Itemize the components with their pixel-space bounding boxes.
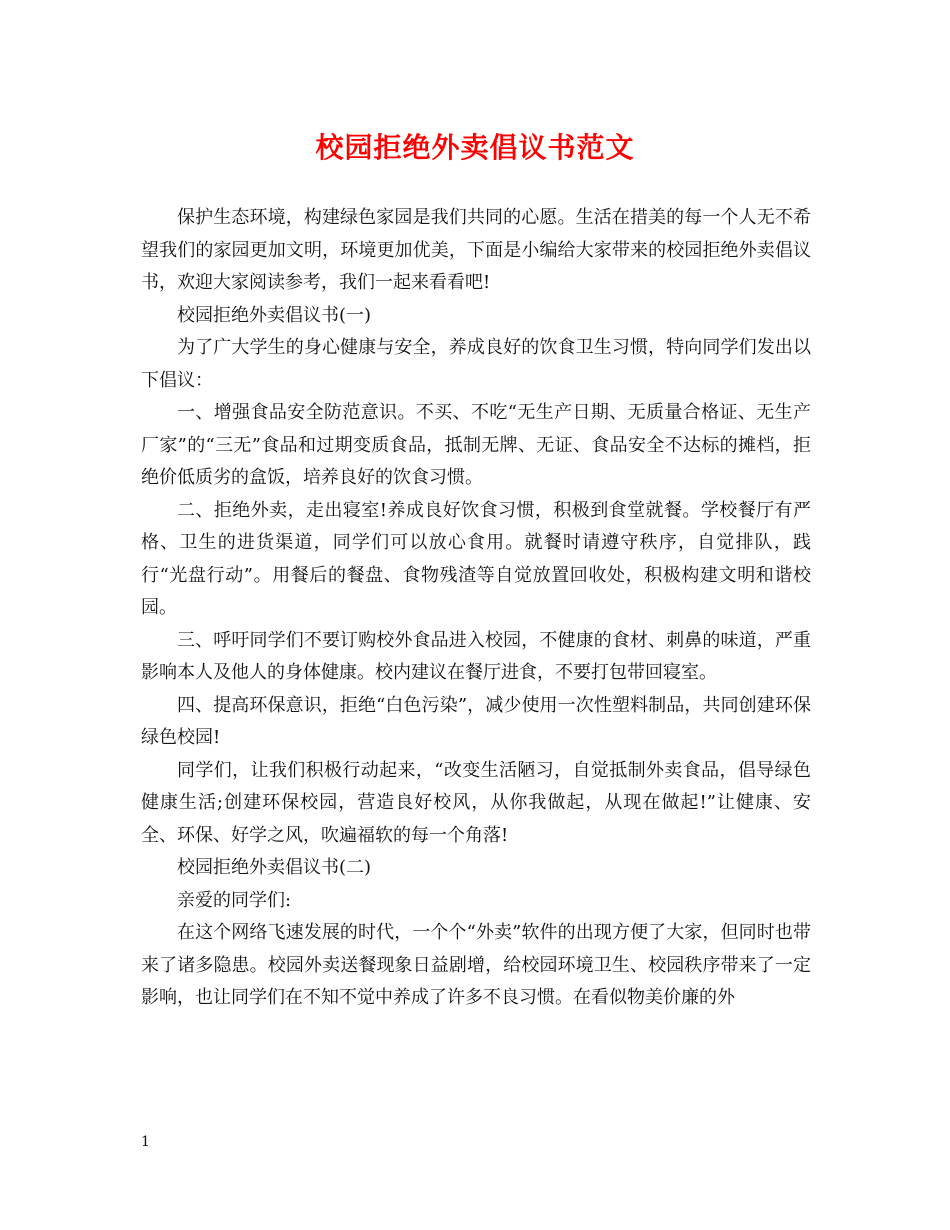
section-heading-2: 校园拒绝外卖倡议书(二) <box>177 857 372 878</box>
paragraph-intro: 保护生态环境，构建绿色家园是我们共同的心愿。生活在措美的每一个人无不希望我们的家园更加文明，环境更加优美，下面是小编给大家带来的校园拒绝外卖倡议书，欢迎大家阅读参考，我们一起来看看吧! <box>141 207 811 293</box>
paragraph: 四、提高环保意识，拒绝“白色污染”，减少使用一次性塑料制品，共同创建环保绿色校园! <box>141 694 811 748</box>
paragraph: 三、呼吁同学们不要订购校外食品进入校园，不健康的食材、刺鼻的味道，严重影响本人及他人的身体健康。校内建议在餐厅进食，不要打包带回寝室。 <box>141 629 811 683</box>
section-heading-1: 校园拒绝外卖倡议书(一) <box>177 304 372 326</box>
paragraph: 在这个网络飞速发展的时代，一个个“外卖”软件的出现方便了大家，但同时也带来了诸多隐患。校园外卖送餐现象日益剧增，给校园环境卫生、校园秩序带来了一定影响，也让同学们在不知不觉中养成了许多不良习惯。在看似物美价廉的外 <box>141 922 811 1008</box>
document-title: 校园拒绝外卖倡议书范文 <box>315 131 635 164</box>
paragraph: 一、增强食品安全防范意识。不买、不吃“无生产日期、无质量合格证、无生产厂家”的“三无”食品和过期变质食品，抵制无牌、无证、食品安全不达标的摊档，拒绝价低质劣的盒饭，培养良好的饮食习惯。 <box>141 402 811 488</box>
paragraph: 二、拒绝外卖，走出寝室!养成良好饮食习惯，积极到食堂就餐。学校餐厅有严格、卫生的进货渠道，同学们可以放心食用。就餐时请遵守秩序，自觉排队，践行“光盘行动”。用餐后的餐盘、食物残渣等自觉放置回收处，积极构建文明和谐校园。 <box>141 499 811 618</box>
paragraph: 同学们，让我们积极行动起来，“改变生活陋习，自觉抵制外卖食品，倡导绿色健康生活;创建环保校园，营造良好校风，从你我做起，从现在做起!”让健康、安全、环保、好学之风，吹遍福软的每一个角落! <box>141 759 811 846</box>
page-number: 1 <box>141 1134 150 1150</box>
salutation: 亲爱的同学们: <box>177 889 292 911</box>
document-body <box>141 202 811 1015</box>
paragraph: 为了广大学生的身心健康与安全，养成良好的饮食卫生习惯，特向同学们发出以下倡议： <box>141 337 811 391</box>
